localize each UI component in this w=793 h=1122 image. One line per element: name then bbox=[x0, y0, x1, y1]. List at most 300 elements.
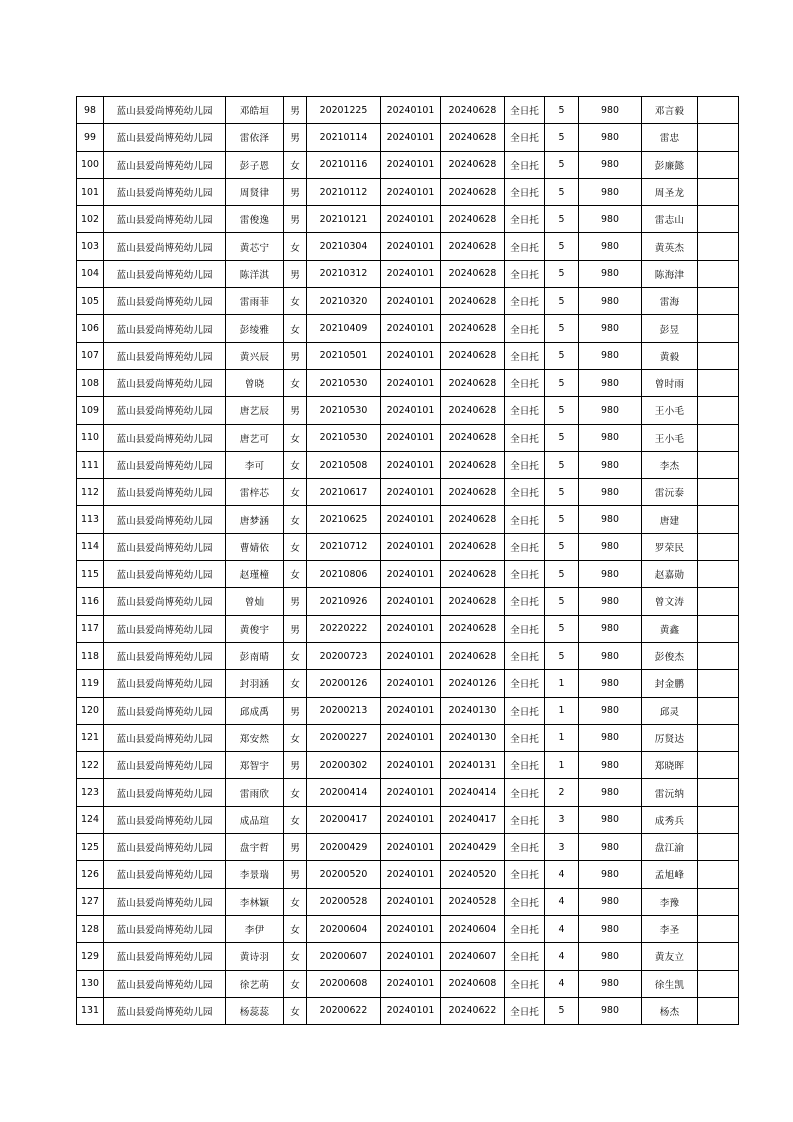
start-date-cell: 20240101 bbox=[381, 615, 441, 642]
table-row bbox=[77, 342, 739, 369]
start-date-cell: 20240101 bbox=[381, 397, 441, 424]
months-cell: 5 bbox=[545, 588, 579, 615]
remarks-cell bbox=[698, 233, 739, 260]
kindergarten-name-cell: 蓝山县爱尚博苑幼儿园 bbox=[104, 670, 226, 697]
care-type-cell: 全日托 bbox=[505, 642, 545, 669]
months-cell: 5 bbox=[545, 178, 579, 205]
remarks-cell bbox=[698, 588, 739, 615]
gender-cell: 男 bbox=[284, 615, 307, 642]
start-date-cell: 20240101 bbox=[381, 970, 441, 997]
row-number-cell: 111 bbox=[77, 451, 104, 478]
months-cell: 5 bbox=[545, 97, 579, 124]
table-row bbox=[77, 124, 739, 151]
start-date-cell: 20240101 bbox=[381, 151, 441, 178]
remarks-cell bbox=[698, 424, 739, 451]
guardian-name-cell: 黄鑫 bbox=[642, 615, 698, 642]
amount-cell: 980 bbox=[579, 288, 642, 315]
remarks-cell bbox=[698, 151, 739, 178]
amount-cell: 980 bbox=[579, 724, 642, 751]
guardian-name-cell: 成秀兵 bbox=[642, 806, 698, 833]
start-date-cell: 20240101 bbox=[381, 479, 441, 506]
table-row bbox=[77, 779, 739, 806]
birth-date-cell: 20210712 bbox=[307, 533, 381, 560]
care-type-cell: 全日托 bbox=[505, 888, 545, 915]
birth-date-cell: 20200213 bbox=[307, 697, 381, 724]
care-type-cell: 全日托 bbox=[505, 834, 545, 861]
months-cell: 5 bbox=[545, 342, 579, 369]
table-row bbox=[77, 260, 739, 287]
guardian-name-cell: 彭廉懿 bbox=[642, 151, 698, 178]
remarks-cell bbox=[698, 124, 739, 151]
care-type-cell: 全日托 bbox=[505, 97, 545, 124]
guardian-name-cell: 赵嘉勋 bbox=[642, 561, 698, 588]
remarks-cell bbox=[698, 533, 739, 560]
amount-cell: 980 bbox=[579, 260, 642, 287]
kindergarten-name-cell: 蓝山县爱尚博苑幼儿园 bbox=[104, 642, 226, 669]
end-date-cell: 20240628 bbox=[441, 451, 505, 478]
months-cell: 1 bbox=[545, 697, 579, 724]
months-cell: 2 bbox=[545, 779, 579, 806]
amount-cell: 980 bbox=[579, 151, 642, 178]
birth-date-cell: 20200528 bbox=[307, 888, 381, 915]
end-date-cell: 20240528 bbox=[441, 888, 505, 915]
months-cell: 5 bbox=[545, 506, 579, 533]
table-body bbox=[77, 97, 739, 1025]
table-row bbox=[77, 97, 739, 124]
start-date-cell: 20240101 bbox=[381, 233, 441, 260]
row-number-cell: 127 bbox=[77, 888, 104, 915]
row-number-cell: 101 bbox=[77, 178, 104, 205]
kindergarten-name-cell: 蓝山县爱尚博苑幼儿园 bbox=[104, 342, 226, 369]
row-number-cell: 126 bbox=[77, 861, 104, 888]
end-date-cell: 20240130 bbox=[441, 697, 505, 724]
remarks-cell bbox=[698, 260, 739, 287]
start-date-cell: 20240101 bbox=[381, 260, 441, 287]
child-name-cell: 李景瑞 bbox=[226, 861, 284, 888]
table-row bbox=[77, 288, 739, 315]
row-number-cell: 130 bbox=[77, 970, 104, 997]
kindergarten-name-cell: 蓝山县爱尚博苑幼儿园 bbox=[104, 779, 226, 806]
birth-date-cell: 20210304 bbox=[307, 233, 381, 260]
kindergarten-name-cell: 蓝山县爱尚博苑幼儿园 bbox=[104, 97, 226, 124]
start-date-cell: 20240101 bbox=[381, 206, 441, 233]
child-name-cell: 封羽涵 bbox=[226, 670, 284, 697]
start-date-cell: 20240101 bbox=[381, 288, 441, 315]
months-cell: 1 bbox=[545, 752, 579, 779]
care-type-cell: 全日托 bbox=[505, 424, 545, 451]
birth-date-cell: 20200414 bbox=[307, 779, 381, 806]
child-name-cell: 郑安然 bbox=[226, 724, 284, 751]
end-date-cell: 20240607 bbox=[441, 943, 505, 970]
care-type-cell: 全日托 bbox=[505, 615, 545, 642]
amount-cell: 980 bbox=[579, 451, 642, 478]
guardian-name-cell: 郑晓晖 bbox=[642, 752, 698, 779]
months-cell: 4 bbox=[545, 943, 579, 970]
guardian-name-cell: 王小毛 bbox=[642, 397, 698, 424]
months-cell: 1 bbox=[545, 670, 579, 697]
remarks-cell bbox=[698, 206, 739, 233]
remarks-cell bbox=[698, 615, 739, 642]
guardian-name-cell: 彭俊杰 bbox=[642, 642, 698, 669]
start-date-cell: 20240101 bbox=[381, 670, 441, 697]
table-row bbox=[77, 561, 739, 588]
row-number-cell: 128 bbox=[77, 915, 104, 942]
start-date-cell: 20240101 bbox=[381, 533, 441, 560]
months-cell: 5 bbox=[545, 315, 579, 342]
amount-cell: 980 bbox=[579, 588, 642, 615]
months-cell: 5 bbox=[545, 533, 579, 560]
child-name-cell: 李伊 bbox=[226, 915, 284, 942]
end-date-cell: 20240131 bbox=[441, 752, 505, 779]
birth-date-cell: 20200417 bbox=[307, 806, 381, 833]
row-number-cell: 108 bbox=[77, 369, 104, 396]
table-row bbox=[77, 997, 739, 1024]
gender-cell: 男 bbox=[284, 260, 307, 287]
child-name-cell: 唐梦涵 bbox=[226, 506, 284, 533]
amount-cell: 980 bbox=[579, 233, 642, 260]
end-date-cell: 20240628 bbox=[441, 288, 505, 315]
birth-date-cell: 20200520 bbox=[307, 861, 381, 888]
start-date-cell: 20240101 bbox=[381, 315, 441, 342]
child-name-cell: 彭绫雅 bbox=[226, 315, 284, 342]
kindergarten-name-cell: 蓝山县爱尚博苑幼儿园 bbox=[104, 888, 226, 915]
care-type-cell: 全日托 bbox=[505, 943, 545, 970]
remarks-cell bbox=[698, 178, 739, 205]
birth-date-cell: 20210530 bbox=[307, 397, 381, 424]
months-cell: 5 bbox=[545, 369, 579, 396]
table-row bbox=[77, 315, 739, 342]
end-date-cell: 20240628 bbox=[441, 506, 505, 533]
amount-cell: 980 bbox=[579, 533, 642, 560]
amount-cell: 980 bbox=[579, 124, 642, 151]
gender-cell: 女 bbox=[284, 151, 307, 178]
amount-cell: 980 bbox=[579, 615, 642, 642]
table-row bbox=[77, 697, 739, 724]
months-cell: 4 bbox=[545, 861, 579, 888]
gender-cell: 女 bbox=[284, 943, 307, 970]
child-name-cell: 彭南晴 bbox=[226, 642, 284, 669]
gender-cell: 女 bbox=[284, 670, 307, 697]
kindergarten-name-cell: 蓝山县爱尚博苑幼儿园 bbox=[104, 451, 226, 478]
remarks-cell bbox=[698, 506, 739, 533]
care-type-cell: 全日托 bbox=[505, 260, 545, 287]
end-date-cell: 20240628 bbox=[441, 642, 505, 669]
months-cell: 5 bbox=[545, 642, 579, 669]
care-type-cell: 全日托 bbox=[505, 915, 545, 942]
start-date-cell: 20240101 bbox=[381, 124, 441, 151]
end-date-cell: 20240628 bbox=[441, 424, 505, 451]
birth-date-cell: 20200604 bbox=[307, 915, 381, 942]
gender-cell: 女 bbox=[284, 997, 307, 1024]
kindergarten-name-cell: 蓝山县爱尚博苑幼儿园 bbox=[104, 124, 226, 151]
table-row bbox=[77, 506, 739, 533]
row-number-cell: 114 bbox=[77, 533, 104, 560]
remarks-cell bbox=[698, 97, 739, 124]
gender-cell: 女 bbox=[284, 724, 307, 751]
birth-date-cell: 20200429 bbox=[307, 834, 381, 861]
start-date-cell: 20240101 bbox=[381, 342, 441, 369]
care-type-cell: 全日托 bbox=[505, 315, 545, 342]
kindergarten-name-cell: 蓝山县爱尚博苑幼儿园 bbox=[104, 943, 226, 970]
remarks-cell bbox=[698, 752, 739, 779]
row-number-cell: 120 bbox=[77, 697, 104, 724]
guardian-name-cell: 雷沅纳 bbox=[642, 779, 698, 806]
kindergarten-name-cell: 蓝山县爱尚博苑幼儿园 bbox=[104, 424, 226, 451]
guardian-name-cell: 曾文涛 bbox=[642, 588, 698, 615]
start-date-cell: 20240101 bbox=[381, 943, 441, 970]
table-row bbox=[77, 806, 739, 833]
row-number-cell: 113 bbox=[77, 506, 104, 533]
amount-cell: 980 bbox=[579, 561, 642, 588]
start-date-cell: 20240101 bbox=[381, 752, 441, 779]
roster-table bbox=[76, 96, 739, 1025]
guardian-name-cell: 周圣龙 bbox=[642, 178, 698, 205]
kindergarten-name-cell: 蓝山县爱尚博苑幼儿园 bbox=[104, 315, 226, 342]
child-name-cell: 郑智宇 bbox=[226, 752, 284, 779]
care-type-cell: 全日托 bbox=[505, 397, 545, 424]
start-date-cell: 20240101 bbox=[381, 642, 441, 669]
end-date-cell: 20240628 bbox=[441, 588, 505, 615]
row-number-cell: 110 bbox=[77, 424, 104, 451]
row-number-cell: 112 bbox=[77, 479, 104, 506]
gender-cell: 女 bbox=[284, 970, 307, 997]
amount-cell: 980 bbox=[579, 397, 642, 424]
start-date-cell: 20240101 bbox=[381, 915, 441, 942]
birth-date-cell: 20210530 bbox=[307, 424, 381, 451]
end-date-cell: 20240608 bbox=[441, 970, 505, 997]
months-cell: 5 bbox=[545, 424, 579, 451]
guardian-name-cell: 李圣 bbox=[642, 915, 698, 942]
child-name-cell: 周贤律 bbox=[226, 178, 284, 205]
end-date-cell: 20240628 bbox=[441, 233, 505, 260]
gender-cell: 女 bbox=[284, 315, 307, 342]
end-date-cell: 20240628 bbox=[441, 397, 505, 424]
months-cell: 5 bbox=[545, 124, 579, 151]
start-date-cell: 20240101 bbox=[381, 369, 441, 396]
child-name-cell: 曾灿 bbox=[226, 588, 284, 615]
table-row bbox=[77, 752, 739, 779]
end-date-cell: 20240429 bbox=[441, 834, 505, 861]
gender-cell: 女 bbox=[284, 779, 307, 806]
gender-cell: 女 bbox=[284, 479, 307, 506]
gender-cell: 男 bbox=[284, 124, 307, 151]
start-date-cell: 20240101 bbox=[381, 834, 441, 861]
remarks-cell bbox=[698, 724, 739, 751]
kindergarten-name-cell: 蓝山县爱尚博苑幼儿园 bbox=[104, 806, 226, 833]
care-type-cell: 全日托 bbox=[505, 779, 545, 806]
months-cell: 5 bbox=[545, 451, 579, 478]
care-type-cell: 全日托 bbox=[505, 178, 545, 205]
care-type-cell: 全日托 bbox=[505, 369, 545, 396]
guardian-name-cell: 邓言毅 bbox=[642, 97, 698, 124]
child-name-cell: 徐艺萌 bbox=[226, 970, 284, 997]
months-cell: 5 bbox=[545, 206, 579, 233]
months-cell: 1 bbox=[545, 724, 579, 751]
amount-cell: 980 bbox=[579, 206, 642, 233]
remarks-cell bbox=[698, 479, 739, 506]
gender-cell: 女 bbox=[284, 288, 307, 315]
guardian-name-cell: 曾时雨 bbox=[642, 369, 698, 396]
guardian-name-cell: 李杰 bbox=[642, 451, 698, 478]
gender-cell: 女 bbox=[284, 888, 307, 915]
table-row bbox=[77, 479, 739, 506]
remarks-cell bbox=[698, 779, 739, 806]
birth-date-cell: 20210112 bbox=[307, 178, 381, 205]
months-cell: 5 bbox=[545, 997, 579, 1024]
months-cell: 3 bbox=[545, 834, 579, 861]
row-number-cell: 123 bbox=[77, 779, 104, 806]
table-row bbox=[77, 642, 739, 669]
row-number-cell: 104 bbox=[77, 260, 104, 287]
row-number-cell: 109 bbox=[77, 397, 104, 424]
kindergarten-name-cell: 蓝山县爱尚博苑幼儿园 bbox=[104, 206, 226, 233]
amount-cell: 980 bbox=[579, 97, 642, 124]
row-number-cell: 105 bbox=[77, 288, 104, 315]
amount-cell: 980 bbox=[579, 670, 642, 697]
months-cell: 5 bbox=[545, 561, 579, 588]
gender-cell: 男 bbox=[284, 861, 307, 888]
care-type-cell: 全日托 bbox=[505, 997, 545, 1024]
gender-cell: 女 bbox=[284, 915, 307, 942]
table-row bbox=[77, 670, 739, 697]
table-row bbox=[77, 915, 739, 942]
birth-date-cell: 20200622 bbox=[307, 997, 381, 1024]
row-number-cell: 117 bbox=[77, 615, 104, 642]
guardian-name-cell: 雷忠 bbox=[642, 124, 698, 151]
months-cell: 5 bbox=[545, 288, 579, 315]
child-name-cell: 赵瑾橦 bbox=[226, 561, 284, 588]
birth-date-cell: 20210617 bbox=[307, 479, 381, 506]
table-row bbox=[77, 615, 739, 642]
kindergarten-name-cell: 蓝山县爱尚博苑幼儿园 bbox=[104, 861, 226, 888]
guardian-name-cell: 黄友立 bbox=[642, 943, 698, 970]
birth-date-cell: 20210320 bbox=[307, 288, 381, 315]
child-name-cell: 雷俊逸 bbox=[226, 206, 284, 233]
kindergarten-name-cell: 蓝山县爱尚博苑幼儿园 bbox=[104, 915, 226, 942]
table-row bbox=[77, 588, 739, 615]
child-name-cell: 黄俊宇 bbox=[226, 615, 284, 642]
gender-cell: 男 bbox=[284, 752, 307, 779]
child-name-cell: 成品瑄 bbox=[226, 806, 284, 833]
birth-date-cell: 20200302 bbox=[307, 752, 381, 779]
amount-cell: 980 bbox=[579, 834, 642, 861]
kindergarten-name-cell: 蓝山县爱尚博苑幼儿园 bbox=[104, 997, 226, 1024]
care-type-cell: 全日托 bbox=[505, 451, 545, 478]
care-type-cell: 全日托 bbox=[505, 806, 545, 833]
kindergarten-name-cell: 蓝山县爱尚博苑幼儿园 bbox=[104, 397, 226, 424]
amount-cell: 980 bbox=[579, 506, 642, 533]
row-number-cell: 118 bbox=[77, 642, 104, 669]
kindergarten-name-cell: 蓝山县爱尚博苑幼儿园 bbox=[104, 588, 226, 615]
row-number-cell: 107 bbox=[77, 342, 104, 369]
birth-date-cell: 20200723 bbox=[307, 642, 381, 669]
start-date-cell: 20240101 bbox=[381, 997, 441, 1024]
kindergarten-name-cell: 蓝山县爱尚博苑幼儿园 bbox=[104, 178, 226, 205]
birth-date-cell: 20220222 bbox=[307, 615, 381, 642]
gender-cell: 男 bbox=[284, 342, 307, 369]
birth-date-cell: 20210625 bbox=[307, 506, 381, 533]
birth-date-cell: 20210806 bbox=[307, 561, 381, 588]
end-date-cell: 20240628 bbox=[441, 479, 505, 506]
kindergarten-name-cell: 蓝山县爱尚博苑幼儿园 bbox=[104, 260, 226, 287]
kindergarten-name-cell: 蓝山县爱尚博苑幼儿园 bbox=[104, 970, 226, 997]
row-number-cell: 100 bbox=[77, 151, 104, 178]
amount-cell: 980 bbox=[579, 479, 642, 506]
start-date-cell: 20240101 bbox=[381, 806, 441, 833]
table-row bbox=[77, 861, 739, 888]
months-cell: 5 bbox=[545, 151, 579, 178]
remarks-cell bbox=[698, 342, 739, 369]
months-cell: 4 bbox=[545, 970, 579, 997]
row-number-cell: 119 bbox=[77, 670, 104, 697]
row-number-cell: 102 bbox=[77, 206, 104, 233]
end-date-cell: 20240628 bbox=[441, 369, 505, 396]
table-row bbox=[77, 970, 739, 997]
care-type-cell: 全日托 bbox=[505, 506, 545, 533]
child-name-cell: 雷雨菲 bbox=[226, 288, 284, 315]
start-date-cell: 20240101 bbox=[381, 178, 441, 205]
guardian-name-cell: 雷海 bbox=[642, 288, 698, 315]
amount-cell: 980 bbox=[579, 915, 642, 942]
table-row bbox=[77, 888, 739, 915]
child-name-cell: 李可 bbox=[226, 451, 284, 478]
end-date-cell: 20240622 bbox=[441, 997, 505, 1024]
document-page bbox=[76, 96, 739, 1025]
birth-date-cell: 20200608 bbox=[307, 970, 381, 997]
child-name-cell: 彭子恩 bbox=[226, 151, 284, 178]
start-date-cell: 20240101 bbox=[381, 724, 441, 751]
guardian-name-cell: 封金鹏 bbox=[642, 670, 698, 697]
gender-cell: 女 bbox=[284, 233, 307, 260]
child-name-cell: 曾晓 bbox=[226, 369, 284, 396]
kindergarten-name-cell: 蓝山县爱尚博苑幼儿园 bbox=[104, 479, 226, 506]
guardian-name-cell: 徐生凯 bbox=[642, 970, 698, 997]
child-name-cell: 雷梓芯 bbox=[226, 479, 284, 506]
kindergarten-name-cell: 蓝山县爱尚博苑幼儿园 bbox=[104, 561, 226, 588]
remarks-cell bbox=[698, 642, 739, 669]
gender-cell: 女 bbox=[284, 506, 307, 533]
remarks-cell bbox=[698, 834, 739, 861]
row-number-cell: 131 bbox=[77, 997, 104, 1024]
remarks-cell bbox=[698, 397, 739, 424]
care-type-cell: 全日托 bbox=[505, 970, 545, 997]
child-name-cell: 陈洋淇 bbox=[226, 260, 284, 287]
guardian-name-cell: 盘江渝 bbox=[642, 834, 698, 861]
remarks-cell bbox=[698, 915, 739, 942]
end-date-cell: 20240628 bbox=[441, 342, 505, 369]
end-date-cell: 20240126 bbox=[441, 670, 505, 697]
care-type-cell: 全日托 bbox=[505, 206, 545, 233]
care-type-cell: 全日托 bbox=[505, 724, 545, 751]
remarks-cell bbox=[698, 943, 739, 970]
guardian-name-cell: 唐建 bbox=[642, 506, 698, 533]
row-number-cell: 124 bbox=[77, 806, 104, 833]
guardian-name-cell: 黄英杰 bbox=[642, 233, 698, 260]
amount-cell: 980 bbox=[579, 997, 642, 1024]
child-name-cell: 曹婧依 bbox=[226, 533, 284, 560]
start-date-cell: 20240101 bbox=[381, 779, 441, 806]
amount-cell: 980 bbox=[579, 943, 642, 970]
child-name-cell: 唐艺可 bbox=[226, 424, 284, 451]
start-date-cell: 20240101 bbox=[381, 861, 441, 888]
amount-cell: 980 bbox=[579, 424, 642, 451]
end-date-cell: 20240628 bbox=[441, 178, 505, 205]
amount-cell: 980 bbox=[579, 315, 642, 342]
months-cell: 5 bbox=[545, 260, 579, 287]
child-name-cell: 雷依泽 bbox=[226, 124, 284, 151]
kindergarten-name-cell: 蓝山县爱尚博苑幼儿园 bbox=[104, 834, 226, 861]
months-cell: 5 bbox=[545, 615, 579, 642]
